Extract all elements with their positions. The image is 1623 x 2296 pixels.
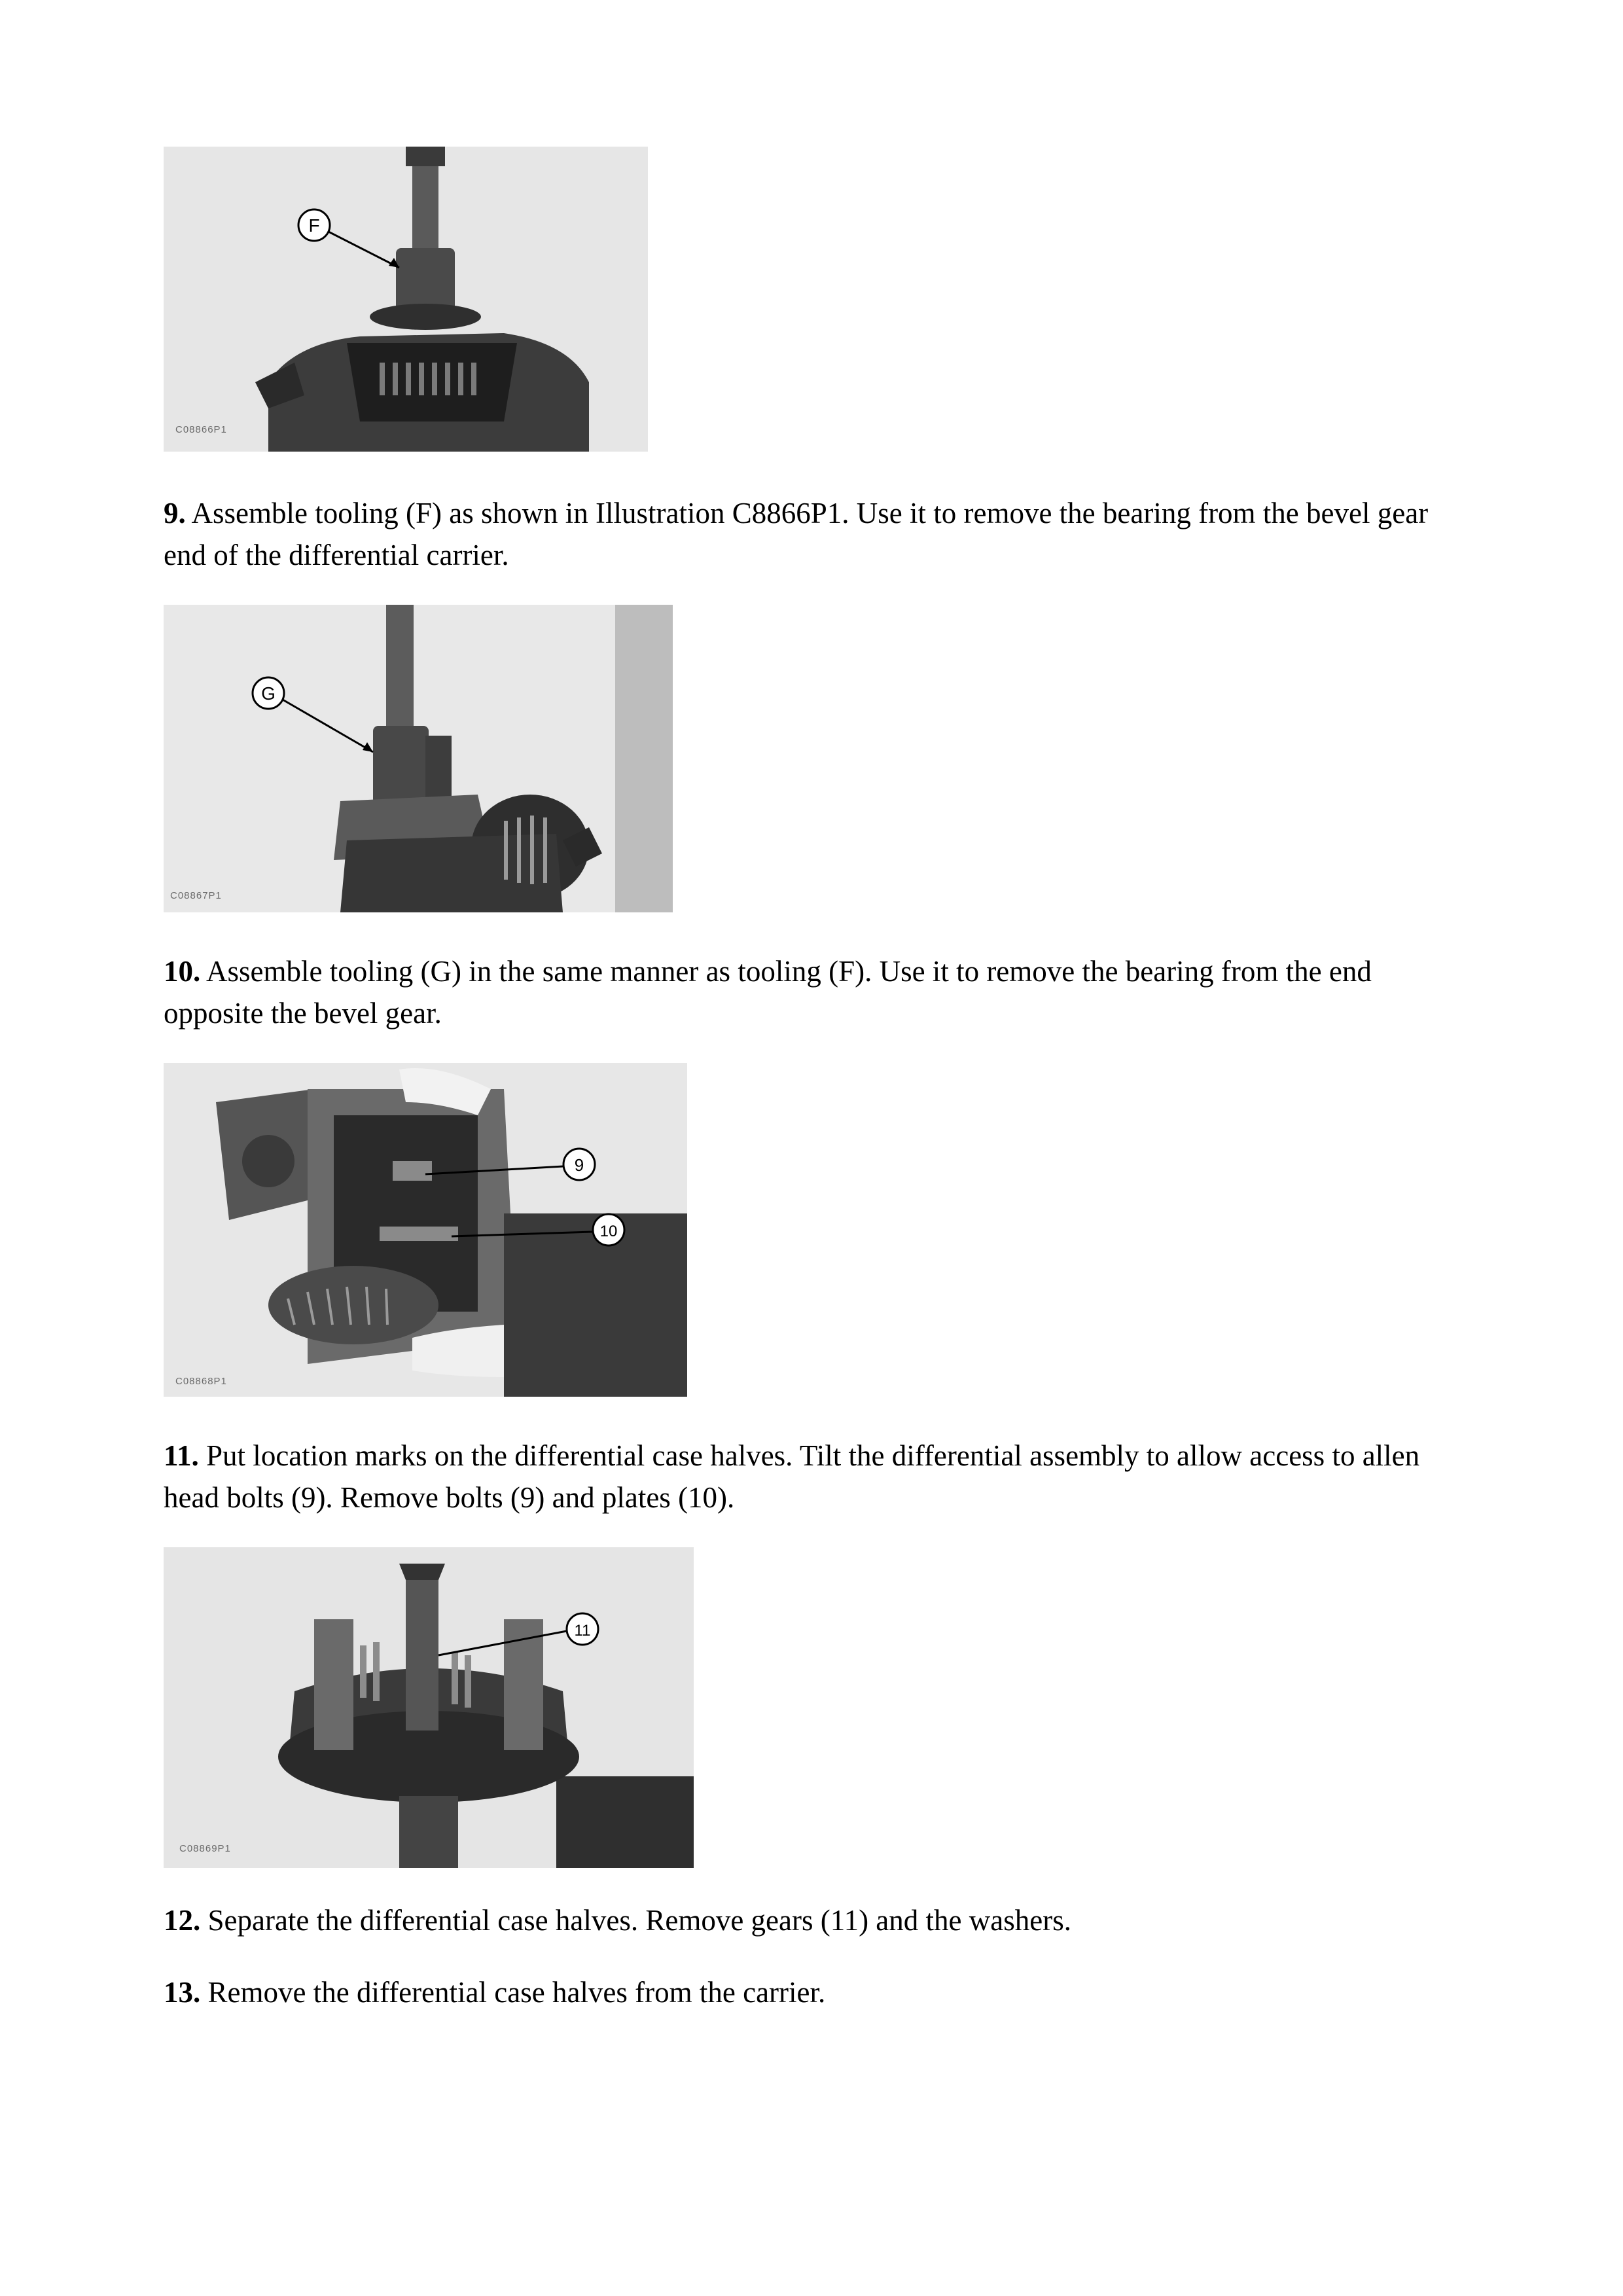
step-number: 11. [164,1439,199,1472]
callout-label: 10 [599,1223,618,1240]
figure-gears [164,1547,694,1868]
callout-label: G [261,683,276,704]
callout-label: F [308,215,320,236]
differential-carrier-photo [164,605,673,912]
step-10 [164,950,1472,1034]
figure-id: C08869P1 [179,1843,231,1854]
step-text: Assemble tooling (G) in the same manner as tooling (F). Use it to remove the bearing from the end opposite the bevel gear. [164,955,1372,1030]
differential-carrier-photo [164,147,648,452]
step-text: Remove the differential case halves from the carrier. [200,1976,826,2009]
differential-case-photo [164,1547,694,1868]
step-number: 9. [164,497,186,529]
callout-label: 9 [574,1155,584,1175]
figure-tooling-f [164,147,648,452]
step-13 [164,1971,1472,2013]
callout-label: 11 [574,1622,591,1640]
figure-bolts-plates [164,1063,687,1397]
differential-assembly-photo [164,1063,687,1397]
step-number: 12. [164,1904,201,1937]
step-number: 10. [164,955,201,988]
figure-tooling-g [164,605,673,912]
step-11 [164,1435,1472,1518]
step-text: Separate the differential case halves. Remove gears (11) and the washers. [200,1904,1071,1937]
step-9 [164,492,1472,576]
step-text: Assemble tooling (F) as shown in Illustration C8866P1. Use it to remove the bearing from the bevel gear end of the differential carrier. [164,497,1429,571]
step-12 [164,1899,1472,1941]
figure-id: C08868P1 [175,1376,227,1387]
figure-id: C08866P1 [175,424,227,435]
step-text: Put location marks on the differential case halves. Tilt the differential assembly to allow access to allen head bolts (9). Remove bolts (9) and plates (10). [164,1439,1420,1514]
figure-id: C08867P1 [170,890,222,901]
step-number: 13. [164,1976,201,2009]
